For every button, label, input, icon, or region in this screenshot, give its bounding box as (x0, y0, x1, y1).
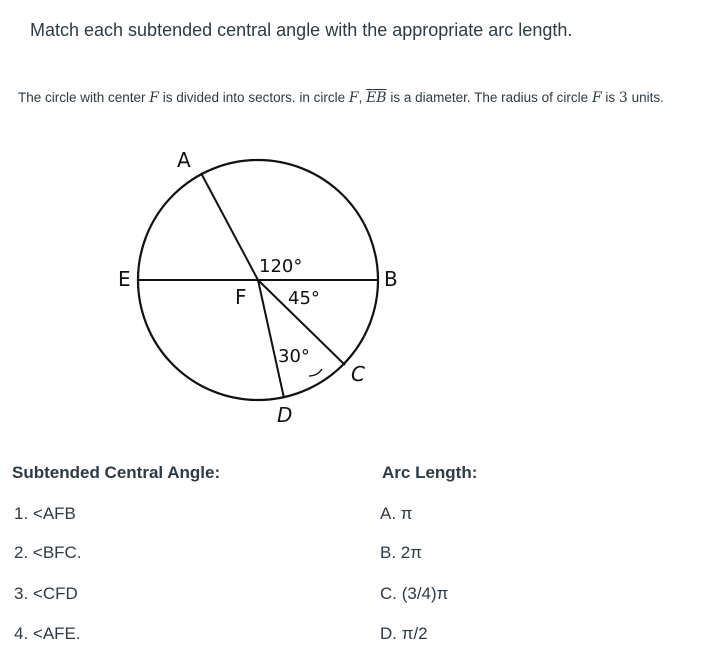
point-label-d: D (277, 403, 293, 427)
angle-item-3: 3. <CFD (14, 584, 78, 603)
length-item-d: D. π/2 (380, 624, 428, 643)
angle-label-bfc: 45° (288, 288, 320, 309)
question-prompt: Match each subtended central angle with the appropriate arc length. (30, 20, 573, 40)
circle-variable: F (591, 90, 602, 106)
center-variable: F (149, 90, 160, 106)
radius-fa (201, 173, 258, 280)
length-column-header: Arc Length: (382, 463, 478, 482)
question-context (18, 90, 664, 106)
length-item-b: B. 2π (380, 543, 422, 562)
point-label-c: C (351, 362, 365, 386)
context-text: The circle with center (18, 90, 150, 105)
angle-item-1: 1. <AFB (14, 504, 76, 523)
length-item-a: A. π (380, 504, 413, 523)
context-text: units. (627, 90, 664, 105)
length-item-c: C. (3/4)π (380, 584, 449, 603)
point-label-f: F (235, 285, 247, 309)
point-label-a: A (177, 148, 191, 172)
radius-fd (258, 280, 284, 398)
angle-label-cfd: 30° (278, 346, 310, 367)
angle-item-4: 4. <AFE. (14, 624, 81, 643)
point-label-e: E (118, 267, 131, 291)
circle-variable: F (348, 90, 359, 106)
diameter-segment: $\overline{EB}$ (366, 90, 387, 106)
circle-diagram (100, 140, 420, 430)
angle-item-2: 2. <BFC. (14, 543, 82, 562)
point-label-b: B (384, 267, 398, 291)
radius-value: 3 (618, 90, 628, 106)
context-text: is a diameter. The radius of circle (386, 90, 592, 105)
context-text: is (601, 90, 619, 105)
context-text: is divided into sectors. in circle (159, 90, 349, 105)
circle-diagram-svg (100, 140, 420, 430)
context-text: , (358, 90, 367, 105)
angle-arc-cfd (309, 369, 322, 376)
angle-label-afb: 120° (259, 256, 303, 277)
angle-column-header: Subtended Central Angle: (12, 463, 221, 482)
